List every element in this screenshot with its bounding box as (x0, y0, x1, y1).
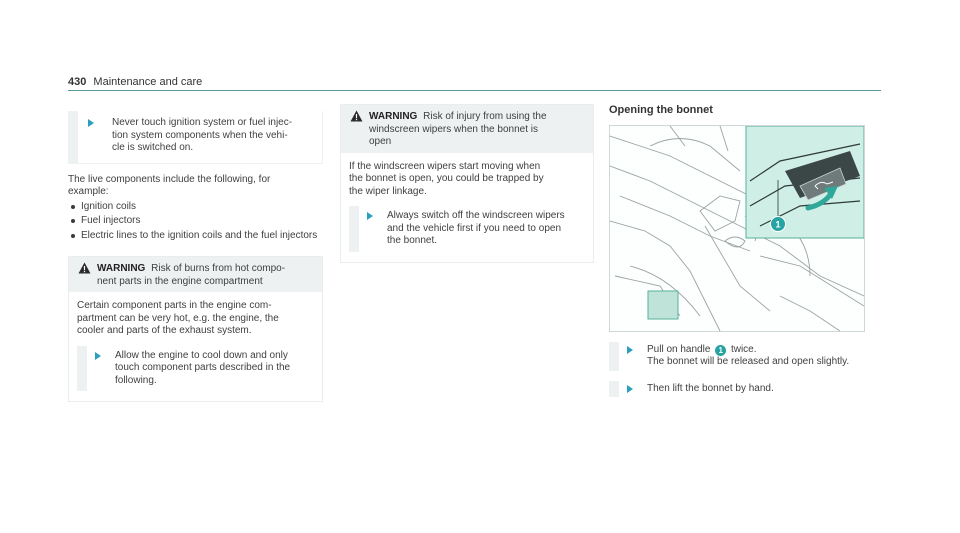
list-item: Ignition coils (68, 201, 323, 214)
section-title: Maintenance and care (93, 76, 203, 88)
section-heading: Opening the bonnet (609, 104, 713, 116)
page-number: 430 (68, 76, 87, 88)
step-1-line-1: Pull on handle 1 twice. (647, 343, 757, 355)
component-list (68, 201, 323, 243)
page-header (68, 76, 202, 88)
warning-title-1: Risk of burns from hot compo- (151, 263, 286, 274)
warning-header (341, 105, 593, 153)
step-arrow-icon (88, 119, 94, 127)
note-box (68, 111, 323, 164)
warning-title-3: open (369, 136, 392, 147)
step-arrow-icon (95, 352, 101, 360)
warning-box-burns (68, 256, 323, 402)
car-interior-drawing (610, 126, 864, 331)
step-pull-handle (609, 342, 881, 371)
note-text: Never touch ignition system or fuel injec- tion system components when the vehi- cle is switched on. (112, 117, 293, 153)
warning-step: Allow the engine to cool down and only touch component parts described in the following. (77, 346, 314, 392)
figure-callout: 1 (775, 219, 781, 229)
step-arrow-icon (627, 385, 633, 393)
list-item: Fuel injectors (68, 215, 323, 228)
warning-title-2: windscreen wipers when the bonnet is (369, 123, 538, 135)
warning-label: WARNING (369, 111, 418, 122)
step-arrow-icon (627, 346, 633, 354)
column-right (609, 104, 881, 397)
warning-title-2: nent parts in the engine compartment (97, 275, 263, 287)
step-lift-bonnet: Then lift the bonnet by hand. (609, 381, 881, 398)
header-divider (68, 90, 881, 91)
warning-box-wipers (340, 104, 594, 263)
warning-triangle-icon (350, 110, 363, 122)
warning-title-1: Risk of injury from using the (423, 111, 547, 122)
warning-header (69, 257, 322, 292)
warning-body: Certain component parts in the engine com- partment can be very hot, e.g. the engine, the cooler and parts of the exhaust system. Allow the engine to cool down and only touch component parts described in the following. (69, 292, 322, 401)
warning-triangle-icon (78, 262, 91, 274)
intro-paragraph: The live components include the following, for example: (68, 173, 271, 197)
bonnet-release-illustration (609, 125, 865, 332)
step-arrow-icon (367, 212, 373, 220)
column-middle (340, 104, 594, 263)
warning-label: WARNING (97, 263, 146, 274)
callout-badge: 1 (715, 345, 726, 356)
column-left (68, 111, 323, 402)
warning-body: If the windscreen wipers start moving when the bonnet is open, you could be trapped by the wiper linkage. Always switch off the windscreen wipers and the vehicle first if you need to open the bonnet. (341, 153, 593, 262)
warning-step: Always switch off the windscreen wipers and the vehicle first if you need to open the bonnet. (349, 206, 585, 252)
list-item: Electric lines to the ignition coils and the fuel injectors (68, 230, 323, 243)
step-1-line-2: The bonnet will be released and open slightly. (647, 356, 850, 367)
